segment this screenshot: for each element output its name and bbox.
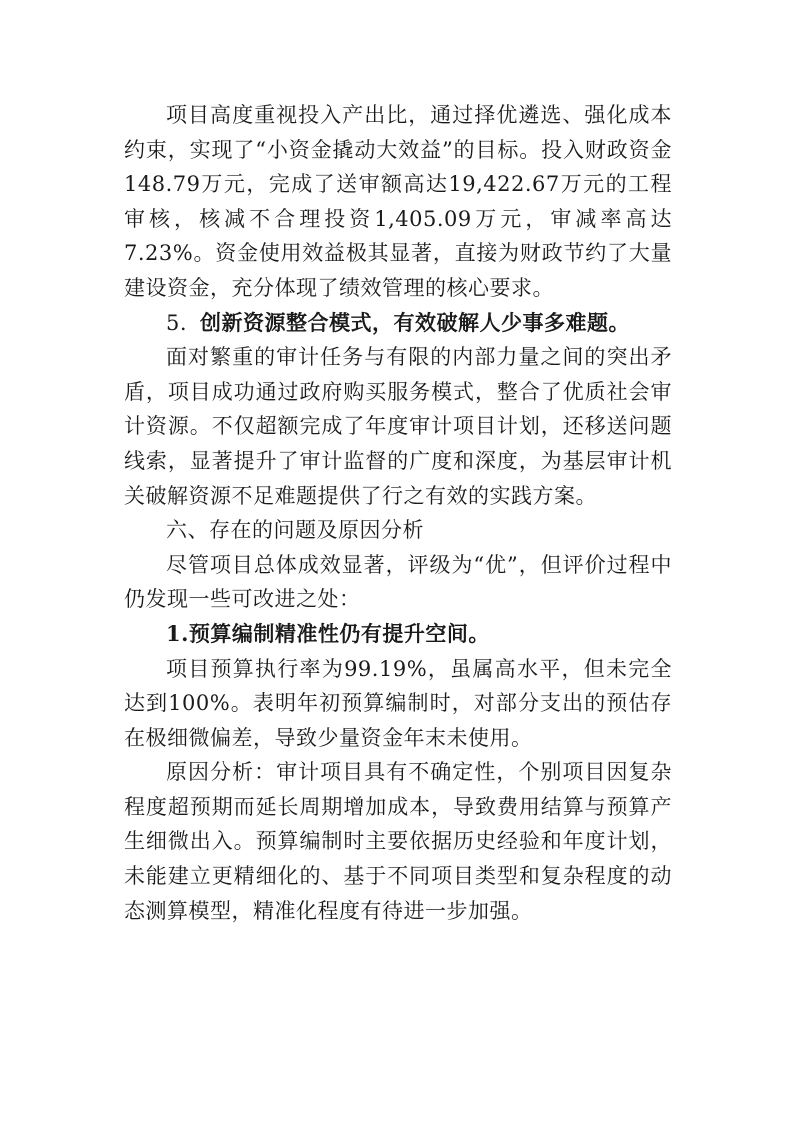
chapter-heading-6: 六、存在的问题及原因分析	[166, 518, 424, 543]
section-heading-5	[124, 306, 672, 341]
section-number-5: 5.	[166, 310, 188, 335]
paragraph-budget-execution: 项目预算执行率为99.19%，虽属高水平，但未完全达到100%。表明年初预算编制时，对部分支出的预估存在极细微偏差，导致少量资金年末未使用。	[124, 656, 672, 750]
paragraph-cost-effectiveness: 项目高度重视投入产出比，通过择优遴选、强化成本约束，实现了“小资金撬动大效益”的目标。投入财政资金148.79万元，完成了送审额高达19,422.67万元的工程审核，核减不合理投资1,405.09万元，审减率高达7.23%。资金使用效益极其显著，直接为财政节约了大量建设资金，充分体现了绩效管理的核心要求。	[124, 103, 672, 300]
document-page	[124, 98, 672, 928]
section-title-5: 创新资源整合模式，有效破解人少事多难题。	[200, 309, 630, 335]
subsection-heading-1: 1.预算编制精准性仍有提升空间。	[166, 620, 490, 646]
paragraph-cause-analysis: 原因分析：审计项目具有不确定性，个别项目因复杂程度超预期而延长周期增加成本，导致费用结算与预算产生细微出入。预算编制时主要依据历史经验和年度计划，未能建立更精细化的、基于不同项目类型和复杂程度的动态测算模型，精准化程度有待进一步加强。	[124, 760, 672, 923]
paragraph-problems-intro: 尽管项目总体成效显著，评级为“优”，但评价过程中仍发现一些可改进之处：	[124, 552, 672, 612]
paragraph-resource-integration: 面对繁重的审计任务与有限的内部力量之间的突出矛盾，项目成功通过政府购买服务模式，整合了优质社会审计资源。不仅超额完成了年度审计项目计划，还移送问题线索，显著提升了审计监督的广度和深度，为基层审计机关破解资源不足难题提供了行之有效的实践方案。	[124, 345, 672, 508]
